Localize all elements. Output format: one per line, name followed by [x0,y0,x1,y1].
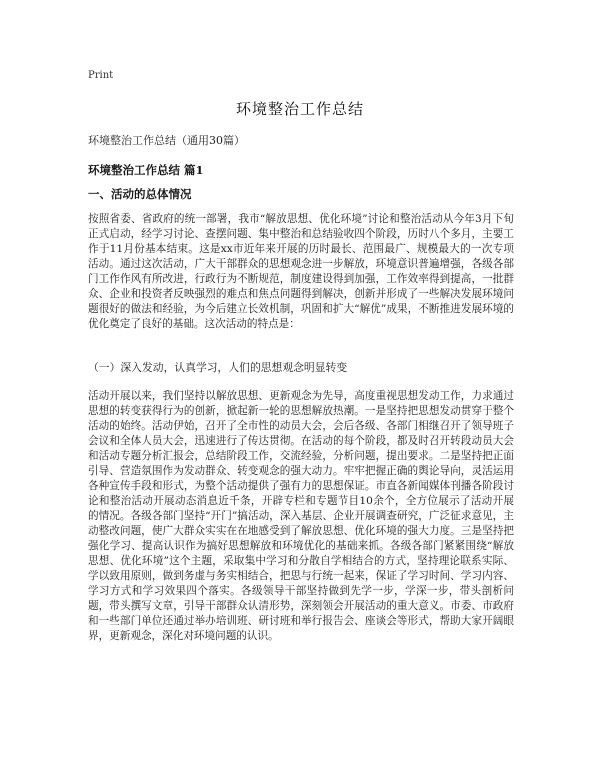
subsection-heading: 一、活动的总体情况 [88,187,192,201]
paragraph-overview: 按照省委、省政府的统一部署，我市“解放思想、优化环境”讨论和整治活动从今年3月下旬正式启动，经学习讨论、查摆问题、集中整治和总结验收四个阶段，历时八个多月，主要工作于11月份基本结束。这是xx市近年来开展的历时最长、范围最广、规模最大的一次专项活动。通过这次活动，广大干部群众的思想观念进一步解放，环境意识普遍增强，各级各部门工作作风有所改进，行政行为不断规范，制度建设得到加强，工作效率得到提高，一批群众、企业和投资者反映强烈的难点和焦点问题得到解决，创新并形成了一些解决发展环境问题很好的做法和经验，为今后建立长效机制，巩固和扩大“解优”成果，不断推进发展环境的优化奠定了良好的基础。这次活动的特点是： [88,213,514,330]
point-heading: （一）深入发动，认真学习，人们的思想观念明显转变 [88,361,348,374]
paragraph-mobilization: 活动开展以来，我们坚持以解放思想、更新观念为先导，高度重视思想发动工作，力求通过思想的转变获得行为的创新，掀起新一轮的思想解放热潮。一是坚持把思想发动贯穿于整个活动的始终。活动伊始，召开了全市性的动员大会，会后各级、各部门相继召开了领导班子会议和全体人员大会，迅速进行了传达贯彻。在活动的每个阶段，都及时召开转段动员大会和活动专题分析汇报会，总结阶段工作，交流经验，分析问题，提出要求。二是坚持把正面引导、营造氛围作为发动群众、转变观念的强大动力。牢牢把握正确的舆论导向，灵活运用各种宣传手段和形式，为整个活动提供了强有力的思想保证。市直各新闻媒体刊播各阶段讨论和整治活动开展动态消息近千条，开辟专栏和专题节目10余个，全方位展示了活动开展的情况。各级各部门坚持“开门”搞活动，深入基层、企业开展调查研究，广泛征求意见，主动整改问题，使广大群众实实在在地感受到了解放思想、优化环境的强大力度。三是坚持把强化学习、提高认识作为搞好思想解放和环境优化的基础来抓。各级各部门紧紧围绕“解放思想、优化环境”这个主题，采取集中学习和分散自学相结合的方式，坚持理论联系实际、学以致用原则，做到务虚与务实相结合，把思与行统一起来，保证了学习时间、学习内容、学习方式和学习效果四个落实。各级领导干部坚持做到先学一步，学深一步，带头剖析问题，带头撰写文章，引导干部群众认清形势，深刻领会开展活动的重大意义。市委、市政府和一些部门单位还通过举办培训班、研讨班和举行报告会、座谈会等形式，帮助大家开阔眼界，更新观念，深化对环境问题的认识。 [88,390,514,642]
document-title: 环境整治工作总结 [235,100,364,118]
section-heading: 环境整治工作总结 篇1 [88,163,204,177]
print-label: Print [88,70,114,81]
document-subtitle: 环境整治工作总结（通用30篇） [88,134,245,147]
